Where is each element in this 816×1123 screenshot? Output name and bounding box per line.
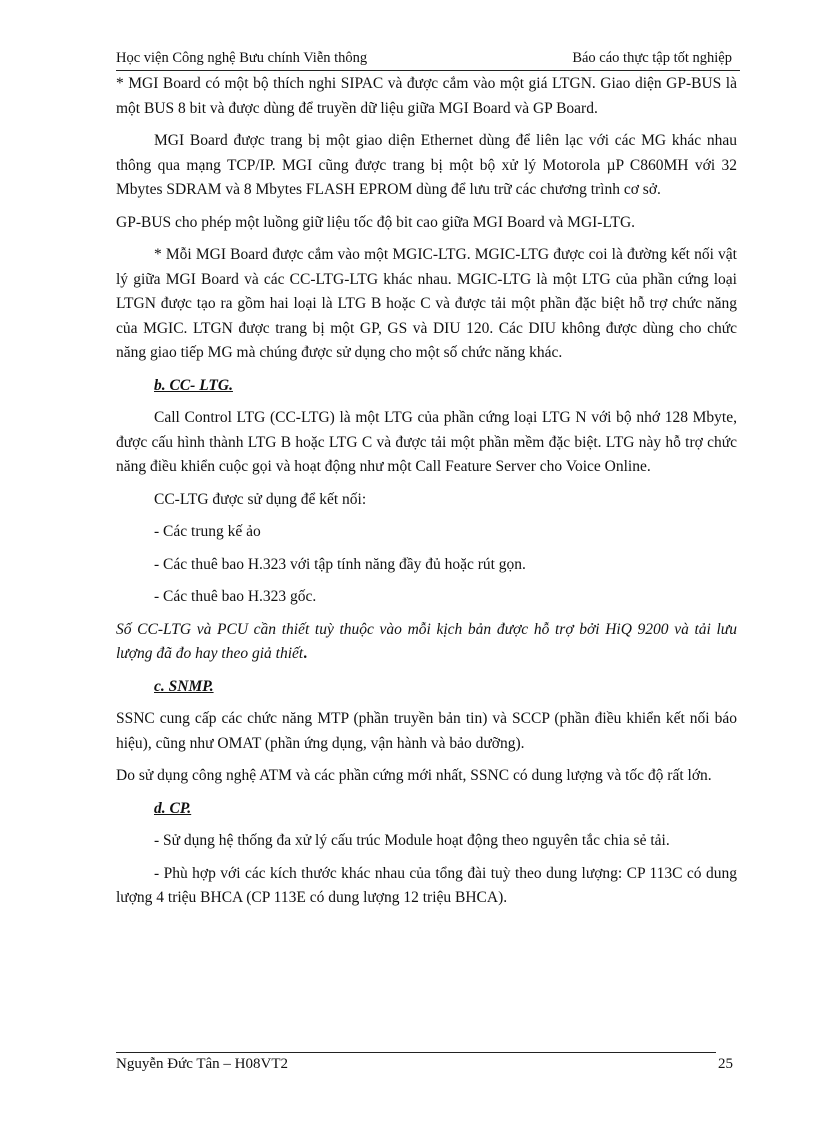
section-heading-cp-wrap [116,797,737,822]
section-heading-cp: d. CP. [154,799,192,817]
paragraph-ssnc-functions: SSNC cung cấp các chức năng MTP (phần truyền bản tin) và SCCP (phần điều khiển kết nối báo hiệu), cũng như OMAT (phần ứng dụng, vận hành và bảo dưỡng). [116,710,737,752]
italic-note-text: Số CC-LTG và PCU cần thiết tuỳ thuộc vào mỗi kịch bản được hỗ trợ bởi HiQ 9200 và tải lưu lượng đã đo hay theo giả thiết [116,620,737,662]
section-heading-snmp-wrap [116,675,737,700]
header-institution: Học viện Công nghệ Bưu chính Viễn thông [116,50,368,66]
paragraph-gp-bus: GP-BUS cho phép một luồng giữ liệu tốc độ bit cao giữa MGI Board và MGI-LTG. [116,213,636,231]
paragraph-cp-multiprocessor: - Sử dụng hệ thống đa xử lý cấu trúc Module hoạt động theo nguyên tắc chia sẻ tải. [154,832,670,849]
paragraph-mgi-board-sipac: * MGI Board có một bộ thích nghi SIPAC và được cắm vào một giá LTGN. Giao diện GP-BUS là một BUS 8 bit và được dùng để truyền dữ liệu giữa MGI Board và GP Board. [116,75,737,117]
footer-divider [116,1052,716,1053]
page-content [116,72,737,919]
paragraph-cc-ltg-usage: CC-LTG được sử dụng để kết nối: [154,490,367,508]
list-item: - Các thuê bao H.323 với tập tính năng đầy đủ hoặc rút gọn. [154,555,526,573]
paragraph-italic-note [116,618,737,667]
list-item: - Các trung kế ảo [154,523,261,540]
page-number: 25 [718,1056,733,1072]
header-report-title: Báo cáo thực tập tốt nghiệp [572,50,732,66]
section-heading-cc-ltg: b. CC- LTG. [154,376,233,394]
italic-note-end: . [303,645,308,662]
footer-author: Nguyễn Đức Tân – H08VT2 [116,1056,288,1072]
paragraph-mgi-ethernet: MGI Board được trang bị một giao diện Ethernet dùng để liên lạc với các MG khác nhau thông qua mạng TCP/IP. MGI cũng được trang bị một bộ xử lý Motorola µP C860MH với 32 Mbytes SDRAM và 8 Mbytes FLASH EPROM dùng để lưu trữ các chương trình cơ sở. [116,132,737,198]
list-item: - Các thuê bao H.323 gốc. [154,588,317,605]
section-heading-cc-ltg-wrap [116,374,737,399]
paragraph-ssnc-capacity: Do sử dụng công nghệ ATM và các phần cứng mới nhất, SSNC có dung lượng và tốc độ rất lớn. [116,767,712,784]
paragraph-mgic-ltg: * Mỗi MGI Board được cắm vào một MGIC-LTG. MGIC-LTG được coi là đường kết nối vật lý giữa MGI Board và các CC-LTG-LTG khác nhau. MGIC-LTG là một LTG của phần cứng loại LTGN được tạo ra gồm hai loại là LTG B hoặc C và được tải một phần đặc biệt hỗ trợ chức năng của MGIC. LTGN được trang bị một GP, GS và DIU 120. Các DIU không được dùng cho chức năng giao tiếp MG mà chúng được sử dụng cho một số chức năng khác. [116,246,737,361]
page-header [116,50,740,71]
paragraph-call-control-ltg: Call Control LTG (CC-LTG) là một LTG của phần cứng loại LTG N với bộ nhớ 128 Mbyte, được cấu hình thành LTG B hoặc LTG C và được tải một phần mềm đặc biệt. LTG này hỗ trợ chức năng điều khiển cuộc gọi và hoạt động như một Call Feature Server cho Voice Online. [116,409,737,475]
section-heading-snmp: c. SNMP. [154,677,214,695]
paragraph-cp-capacity: - Phù hợp với các kích thước khác nhau của tổng đài tuỳ theo dung lượng: CP 113C có dung lượng 4 triệu BHCA (CP 113E có dung lượng 12 triệu BHCA). [116,864,737,906]
